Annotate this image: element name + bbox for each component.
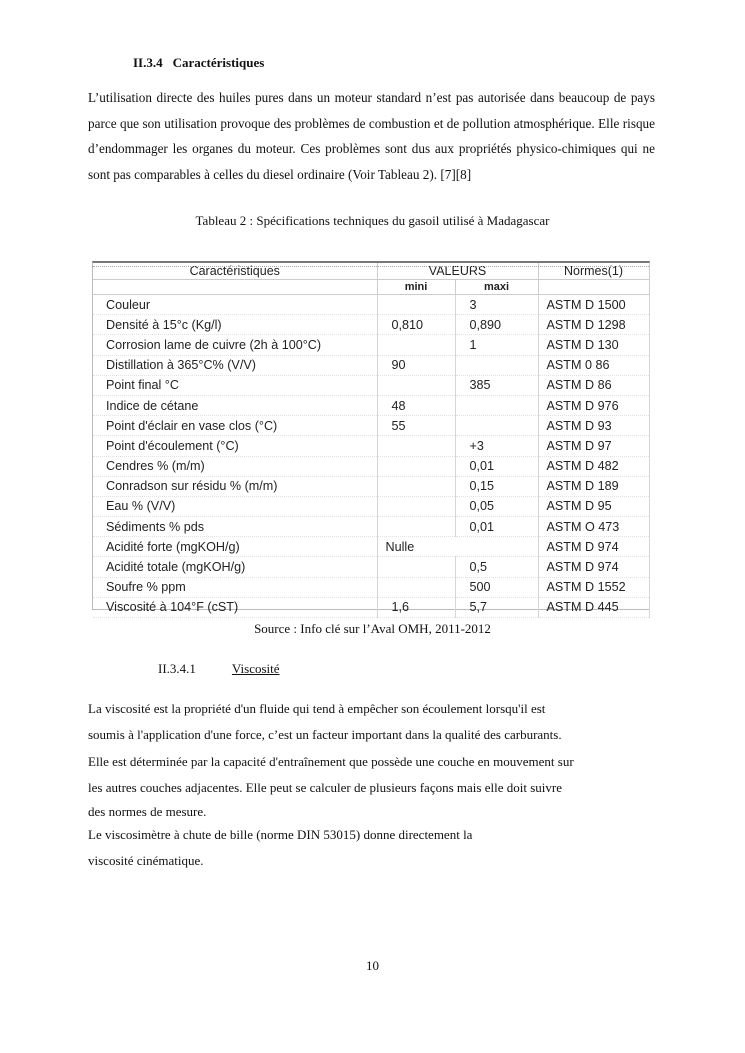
spec-table-image — [92, 261, 650, 615]
norm-reference: ASTM D 130 — [538, 335, 649, 355]
value-min: 48 — [377, 395, 455, 415]
value-max: 0,05 — [455, 496, 538, 516]
intro-paragraph: L’utilisation directe des huiles pures dans un moteur standard n’est pas autorisée dans beaucoup de pays parce que son utilisation provoque des problèmes de combustion et de pollution atmosphérique. Elle risque d’endommager les organes du moteur. Ces problèmes sont dus aux propriétés physico-chimiques qui ne sont pas comparables à celles du diesel ordinaire (Voir Tableau 2). [7][8] — [88, 90, 655, 182]
value-min — [377, 517, 455, 537]
norm-reference: ASTM D 974 — [538, 557, 649, 577]
table-row — [93, 295, 649, 315]
value-max: 0,01 — [455, 456, 538, 476]
table-row — [93, 537, 649, 557]
norm-reference: ASTM D 97 — [538, 436, 649, 456]
subsection-heading — [158, 661, 280, 677]
characteristic-name: Eau % (V/V) — [93, 496, 377, 516]
table-row — [93, 375, 649, 395]
subheader-empty — [93, 280, 377, 295]
norm-reference: ASTM D 482 — [538, 456, 649, 476]
characteristic-name: Viscosité à 104°F (cST) — [93, 597, 377, 617]
characteristic-name: Corrosion lame de cuivre (2h à 100°C) — [93, 335, 377, 355]
norm-reference: ASTM D 445 — [538, 597, 649, 617]
value-min — [377, 436, 455, 456]
norm-reference: ASTM O 473 — [538, 517, 649, 537]
subheader-min: mini — [377, 280, 455, 295]
characteristic-name: Point d'éclair en vase clos (°C) — [93, 416, 377, 436]
table-row — [93, 557, 649, 577]
page-number: 10 — [366, 958, 379, 973]
value-min: 90 — [377, 355, 455, 375]
viscosity-line: La viscosité est la propriété d'un fluide qui tend à empêcher son écoulement lorsqu'il est — [88, 701, 546, 716]
characteristic-name: Soufre % ppm — [93, 577, 377, 597]
table-row — [93, 456, 649, 476]
viscosity-line: soumis à l'application d'une force, c’est un facteur important dans la qualité des carburants. — [88, 727, 562, 743]
value-max: 0,15 — [455, 476, 538, 496]
table-row — [93, 496, 649, 516]
section-heading — [133, 55, 264, 71]
value-max: +3 — [455, 436, 538, 456]
viscosity-paragraph — [88, 696, 688, 875]
table-source: Source : Info clé sur l’Aval OMH, 2011-2012 — [254, 621, 491, 636]
header-characteristics: Caractéristiques — [93, 263, 377, 280]
viscosity-line: Le viscosimètre à chute de bille (norme DIN 53015) donne directement la — [88, 827, 473, 843]
value-min — [377, 496, 455, 516]
value-merged: Nulle — [377, 537, 538, 557]
value-min: 0,810 — [377, 315, 455, 335]
norm-reference: ASTM D 976 — [538, 395, 649, 415]
value-max: 0,01 — [455, 517, 538, 537]
norm-reference: ASTM D 1298 — [538, 315, 649, 335]
value-max: 0,5 — [455, 557, 538, 577]
table-row — [93, 436, 649, 456]
characteristic-name: Point final °C — [93, 375, 377, 395]
characteristic-name: Conradson sur résidu % (m/m) — [93, 476, 377, 496]
value-max: 3 — [455, 295, 538, 315]
table-row — [93, 597, 649, 617]
spec-table — [93, 263, 650, 618]
subheader-empty-norm — [538, 280, 649, 295]
header-norms: Normes(1) — [538, 263, 649, 280]
norm-reference: ASTM D 93 — [538, 416, 649, 436]
value-max — [455, 355, 538, 375]
viscosity-line: Elle est déterminée par la capacité d'entraînement que possède une couche en mouvement sur — [88, 753, 574, 769]
value-min — [377, 375, 455, 395]
norm-reference: ASTM 0 86 — [538, 355, 649, 375]
value-max: 385 — [455, 375, 538, 395]
section-number: II.3.4 — [133, 55, 163, 70]
section-title: Caractéristiques — [172, 55, 265, 70]
value-min — [377, 335, 455, 355]
viscosity-line: viscosité cinématique. — [88, 853, 204, 869]
characteristic-name: Indice de cétane — [93, 395, 377, 415]
norm-reference: ASTM D 1500 — [538, 295, 649, 315]
viscosity-line: des normes de mesure. — [88, 804, 207, 820]
table-row — [93, 335, 649, 355]
table-row — [93, 416, 649, 436]
value-min — [377, 557, 455, 577]
characteristic-name: Cendres % (m/m) — [93, 456, 377, 476]
subheader-max: maxi — [455, 280, 538, 295]
subsection-title: Viscosité — [231, 661, 280, 676]
table-row — [93, 315, 649, 335]
characteristic-name: Sédiments % pds — [93, 517, 377, 537]
norm-reference: ASTM D 86 — [538, 375, 649, 395]
value-max — [455, 395, 538, 415]
norm-reference: ASTM D 95 — [538, 496, 649, 516]
subsection-number: II.3.4.1 — [158, 661, 196, 676]
value-min — [377, 295, 455, 315]
table-row — [93, 395, 649, 415]
value-max: 1 — [455, 335, 538, 355]
table-caption: Tableau 2 : Spécifications techniques du gasoil utilisé à Madagascar — [195, 213, 550, 228]
value-max — [455, 416, 538, 436]
norm-reference: ASTM D 1552 — [538, 577, 649, 597]
characteristic-name: Distillation à 365°C% (V/V) — [93, 355, 377, 375]
table-row — [93, 517, 649, 537]
norm-reference: ASTM D 974 — [538, 537, 649, 557]
characteristic-name: Couleur — [93, 295, 377, 315]
table-row — [93, 355, 649, 375]
value-min — [377, 456, 455, 476]
value-min: 1,6 — [377, 597, 455, 617]
value-min — [377, 476, 455, 496]
norm-reference: ASTM D 189 — [538, 476, 649, 496]
characteristic-name: Acidité forte (mgKOH/g) — [93, 537, 377, 557]
spec-table-body — [93, 295, 649, 618]
value-max: 5,7 — [455, 597, 538, 617]
characteristic-name: Point d'écoulement (°C) — [93, 436, 377, 456]
characteristic-name: Acidité totale (mgKOH/g) — [93, 557, 377, 577]
viscosity-line: les autres couches adjacentes. Elle peut se calculer de plusieurs façons mais elle doit suivre — [88, 779, 562, 795]
value-min: 55 — [377, 416, 455, 436]
value-max: 500 — [455, 577, 538, 597]
table-row — [93, 476, 649, 496]
value-max: 0,890 — [455, 315, 538, 335]
table-row — [93, 577, 649, 597]
value-min — [377, 577, 455, 597]
header-values: VALEURS — [377, 263, 538, 280]
characteristic-name: Densité à 15°c (Kg/l) — [93, 315, 377, 335]
